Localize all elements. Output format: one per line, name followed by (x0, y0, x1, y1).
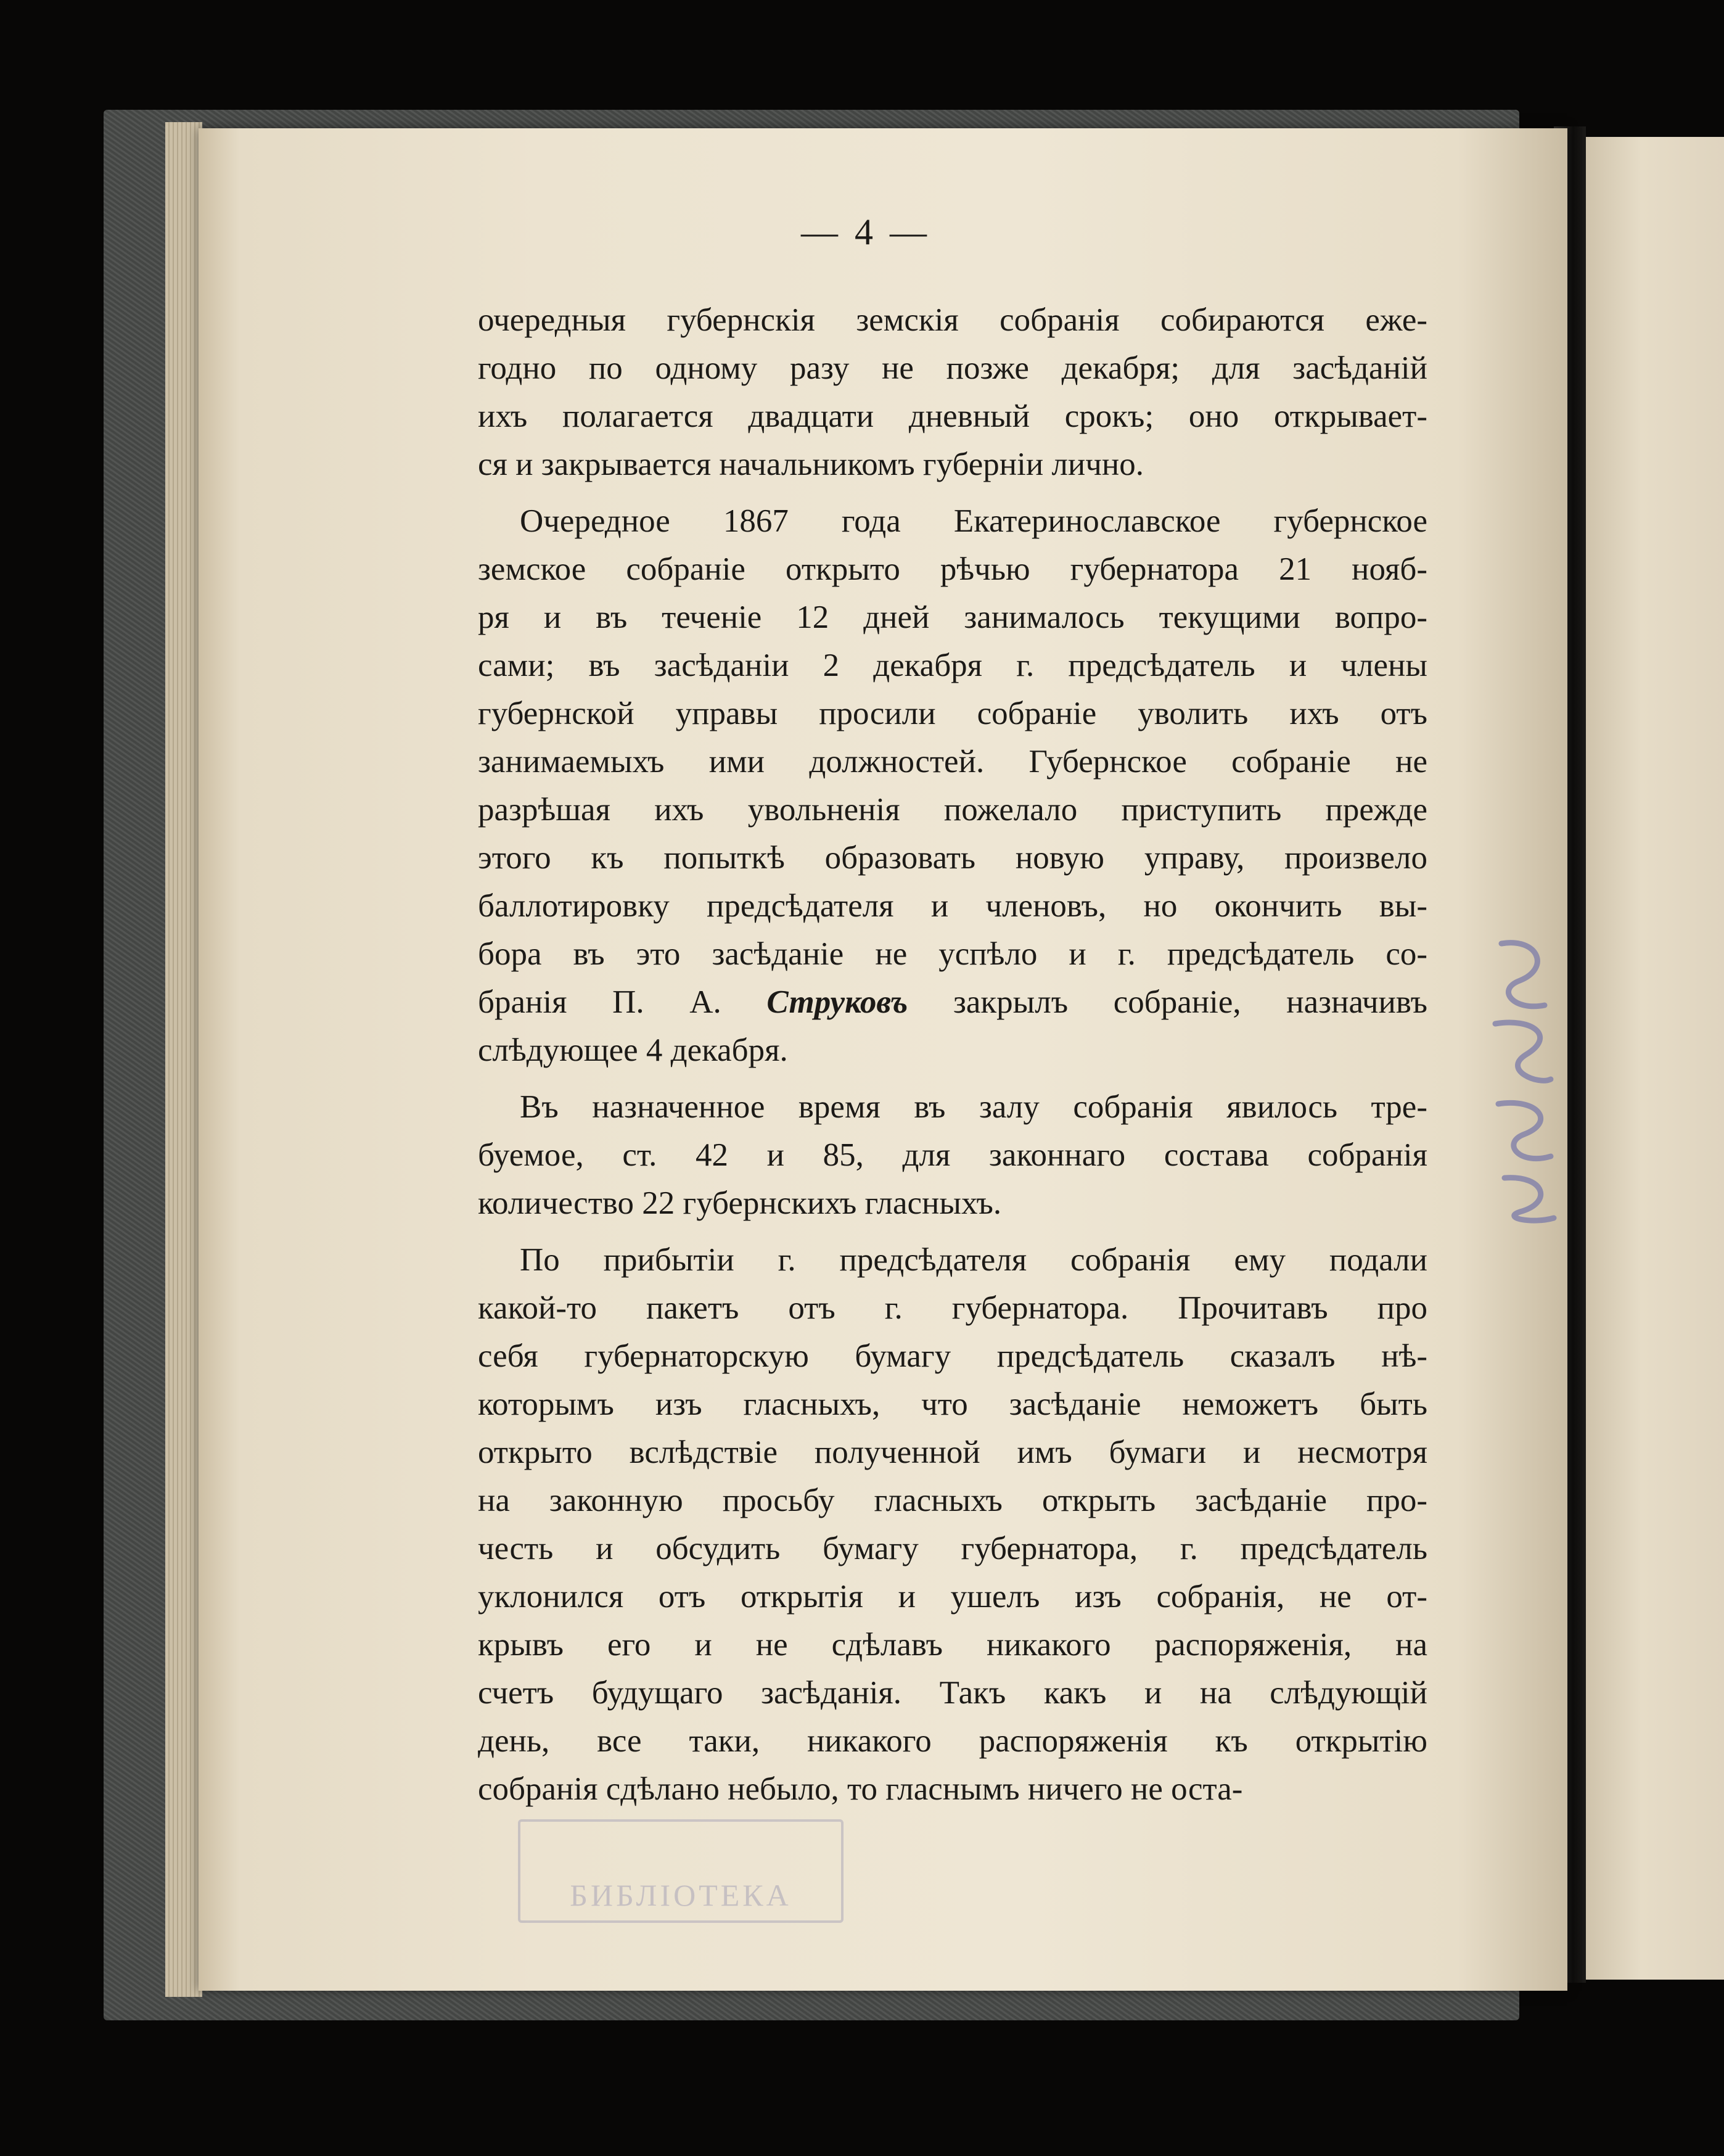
text-line: собранія сдѣлано небыло, то гласнымъ ничего не оста- (478, 1771, 1243, 1807)
text-line: очередныя губернскія земскія собранія собираются еже- (478, 302, 1427, 338)
paragraph-gap (478, 1227, 1427, 1236)
text-line: ря и въ теченіе 12 дней занималось текущими вопро- (478, 599, 1427, 635)
text-line: губернской управы просили собраніе уволить ихъ отъ (478, 696, 1427, 731)
text-line: Въ назначенное время въ залу собранія явилось тре- (520, 1089, 1427, 1125)
text-line: которымъ изъ гласныхъ, что засѣданіе неможетъ быть (478, 1386, 1427, 1422)
text-line: открыто вслѣдствіе полученной имъ бумаги и несмотря (478, 1434, 1427, 1470)
text-line: сами; въ засѣданіи 2 декабря г. предсѣдатель и члены (478, 648, 1427, 683)
library-stamp-text: БИБЛІОТЕКА (570, 1878, 792, 1912)
text-line: счетъ будущаго засѣданія. Такъ какъ и на слѣдующій (478, 1675, 1427, 1711)
text-line: честь и обсудить бумагу губернатора, г. предсѣдатель (478, 1531, 1427, 1566)
text-line: буемое, ст. 42 и 85, для законнаго состава собранія (478, 1137, 1427, 1173)
text-line: этого къ попыткѣ образовать новую управу, произвело (478, 840, 1427, 876)
paragraph-gap (478, 1074, 1427, 1083)
text-line: день, все таки, никакого распоряженія къ открытію (478, 1723, 1427, 1759)
text-line: уклонился отъ открытія и ушелъ изъ собранія, не от- (478, 1579, 1427, 1615)
inventory-number-mark (1477, 931, 1575, 1227)
page-number: — 4 — (801, 212, 930, 252)
text-line: крывъ его и не сдѣлавъ никакого распоряженія, на (478, 1627, 1427, 1663)
facing-page-edge (1586, 137, 1724, 1980)
library-stamp (518, 1819, 844, 1923)
text-line: земское собраніе открыто рѣчью губернатора 21 нояб- (478, 551, 1427, 587)
text-line: слѣдующее 4 декабря. (478, 1032, 788, 1068)
text-line: занимаемыхъ ими должностей. Губернское собраніе не (478, 744, 1427, 780)
page-edges (165, 122, 202, 1997)
text-line: ихъ полагается двадцати дневный срокъ; оно открывает- (478, 398, 1427, 434)
text-line: годно по одному разу не позже декабря; для засѣданій (478, 350, 1427, 386)
text-line: разрѣшая ихъ увольненія пожелало приступить прежде (478, 792, 1427, 828)
emphasized-name: Струковъ (766, 984, 908, 1020)
text-line: себя губернаторскую бумагу предсѣдатель сказалъ нѣ- (478, 1338, 1427, 1374)
text-segment: закрылъ собраніе, назначивъ (908, 984, 1427, 1020)
text-line: По прибытіи г. предсѣдателя собранія ему подали (520, 1242, 1427, 1278)
text-line (478, 978, 1427, 1026)
text-line: Очередное 1867 года Екатеринославское губернское (520, 503, 1427, 539)
text-line: баллотировку предсѣдателя и членовъ, но окончить вы- (478, 888, 1427, 924)
text-line: бора въ это засѣданіе не успѣло и г. предсѣдатель со- (478, 936, 1427, 972)
text-line: какой-то пакетъ отъ г. губернатора. Прочитавъ про (478, 1290, 1427, 1326)
page-text (478, 296, 1427, 1813)
text-line: ся и закрывается начальникомъ губерніи лично. (478, 446, 1144, 482)
text-segment: бранія П. А. (478, 984, 767, 1020)
text-line: количество 22 губернскихъ гласныхъ. (478, 1185, 1002, 1221)
text-line: на законную просьбу гласныхъ открыть засѣданіе про- (478, 1483, 1427, 1518)
paragraph-gap (478, 488, 1427, 497)
